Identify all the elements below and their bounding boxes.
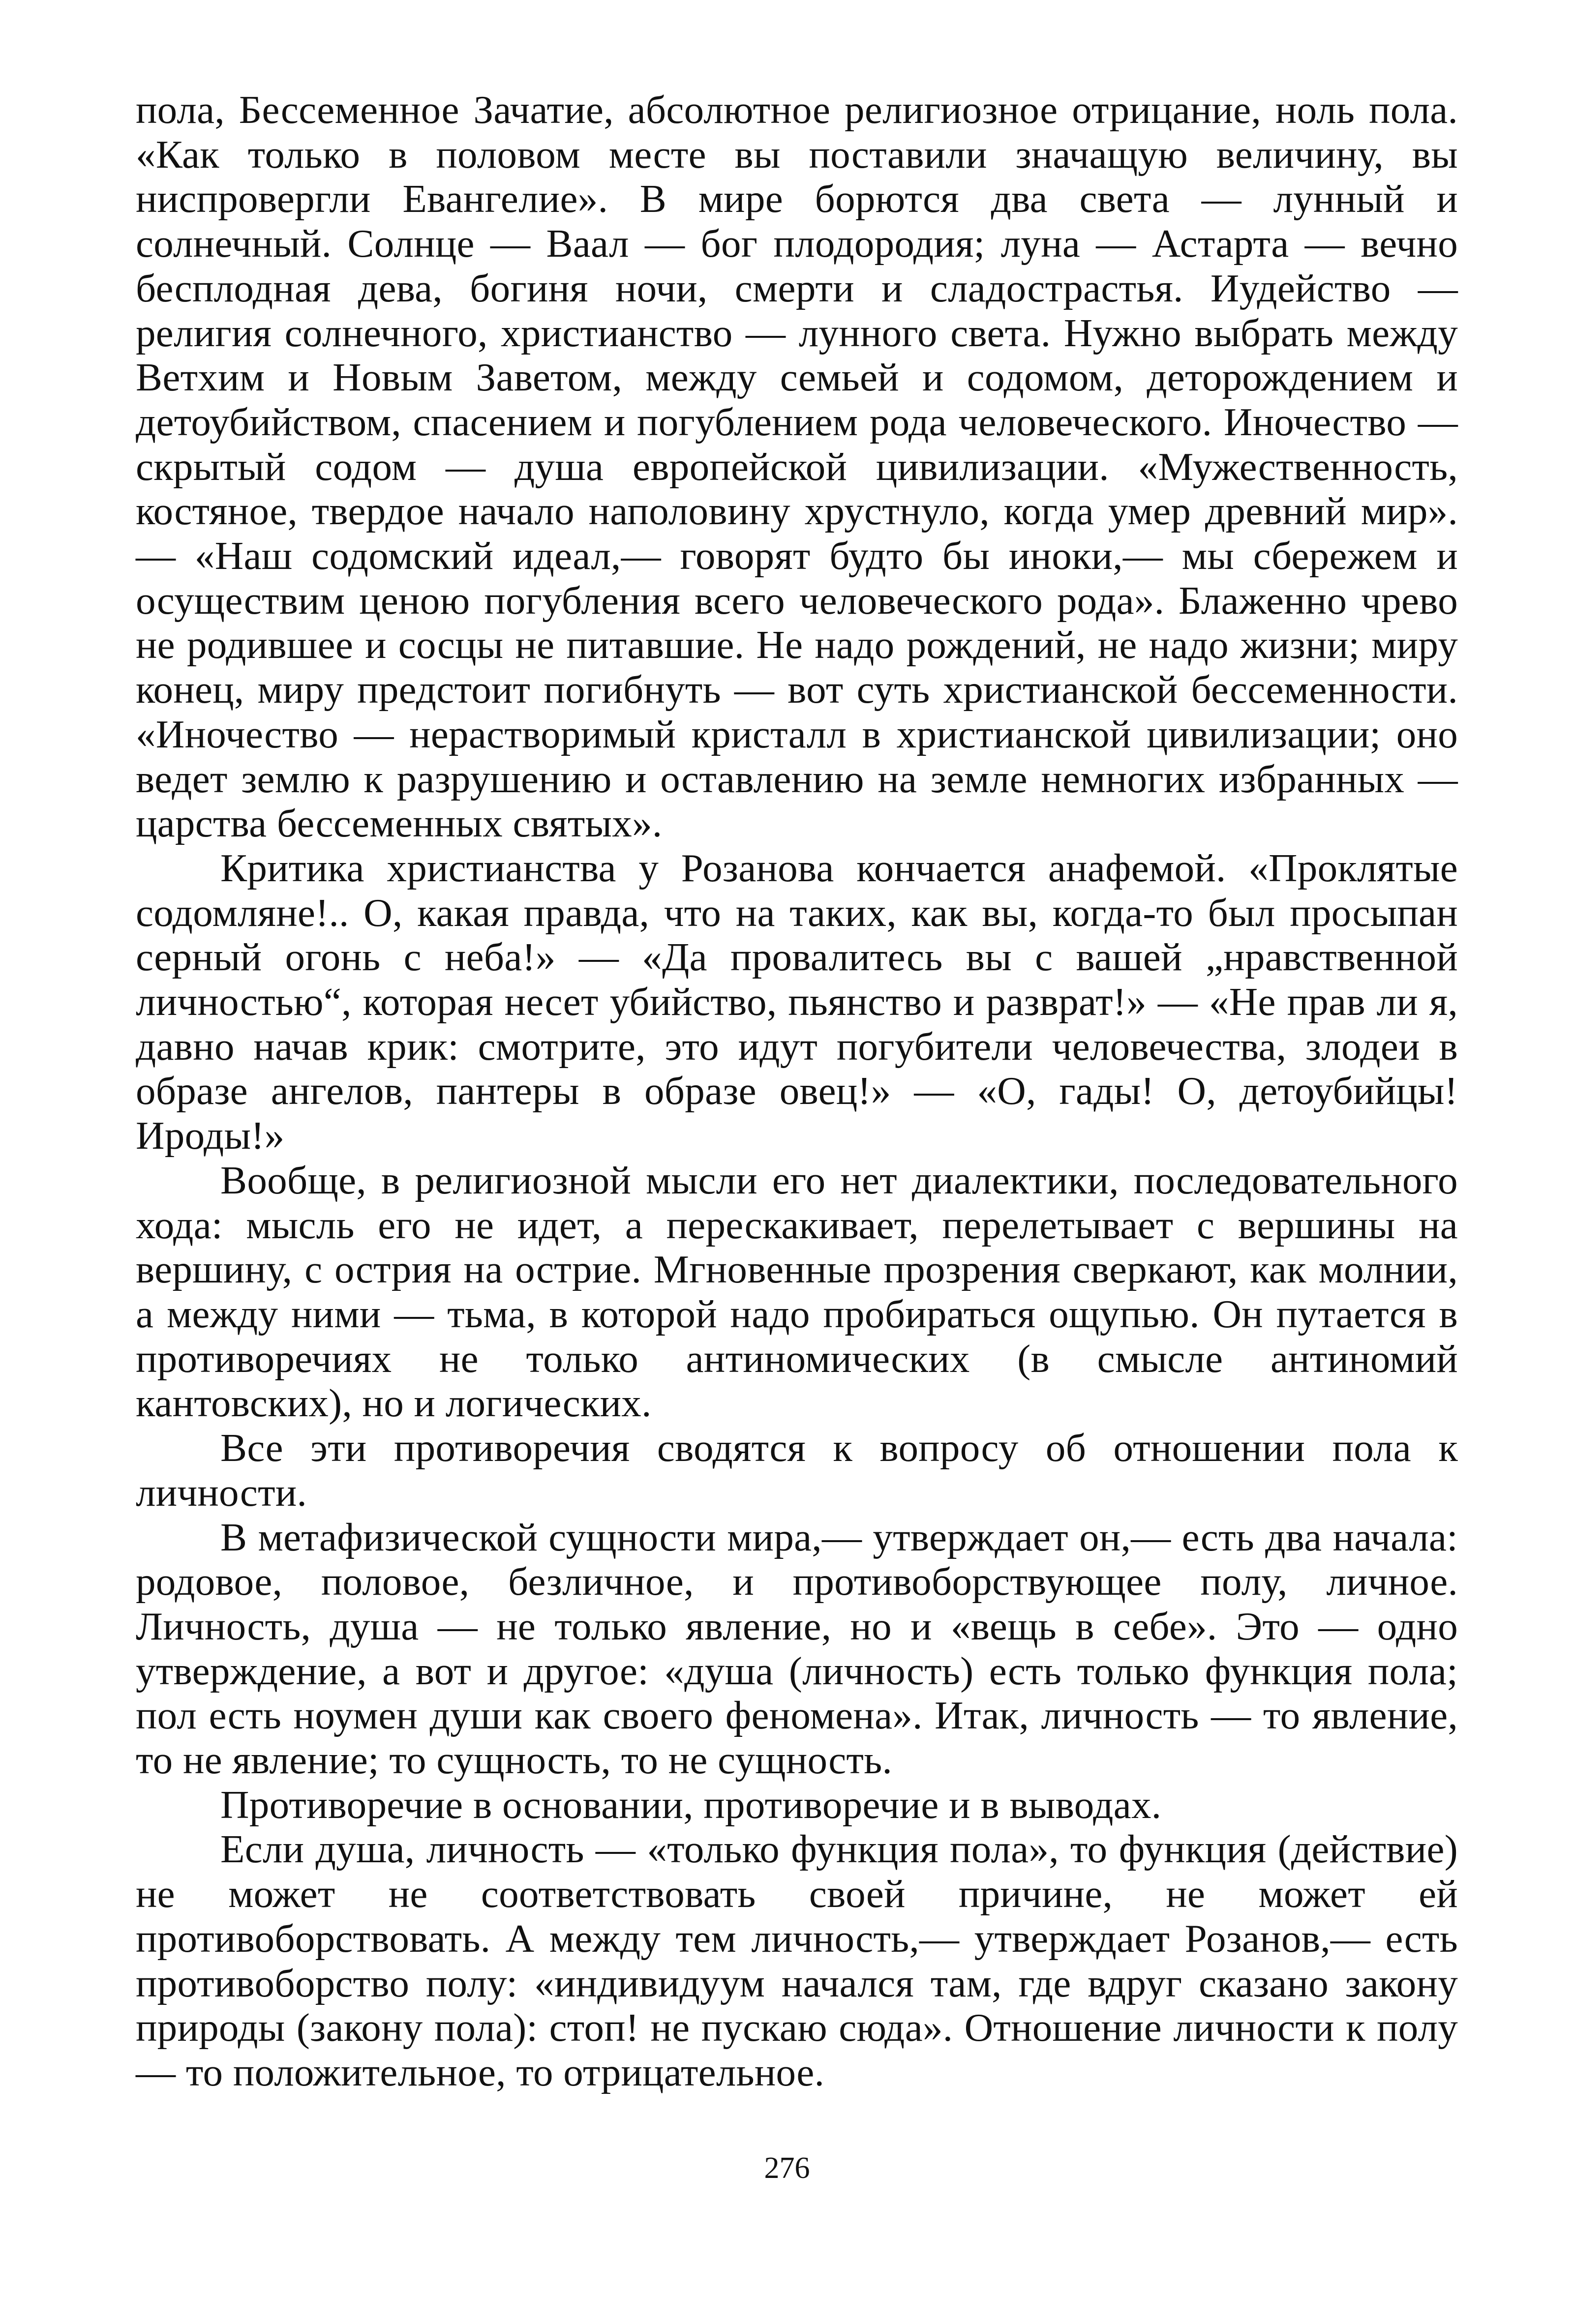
paragraph-metaphysics: В метафизической сущности мира,— утверждает он,— есть два начала: родовое, половое, безличное, и противоборствующее полу, личное. Личность, душа — не только явление, но и «вещь в себе». Это — одно утверждение, а вот и другое: «душа (личность) есть только функция пола; пол есть ноумен души как своего феномена». Итак, личность — то явление, то не явление; то сущность, то не сущность.: [136, 1515, 1458, 1783]
paragraph-conclusions: Противоречие в основании, противоречие и в выводах.: [220, 1782, 1162, 1827]
page-body: [136, 88, 1458, 2095]
page-number: 276: [764, 2151, 810, 2185]
paragraph-continuation: пола, Бессеменное Зачатие, абсолютное религиозное отрицание, ноль пола. «Как только в половом месте вы поставили значащую величину, вы ниспровергли Евангелие». В мире борются два света — лунный и солнечный. Солнце — Ваал — бог плодородия; луна — Астарта — вечно бесплодная дева, богиня ночи, смерти и сладострастья. Иудейство — религия солнечного, христианство — лунного света. Нужно выбрать между Ветхим и Новым Заветом, между семьей и содомом, деторождением и детоубийством, спасением и погублением рода человеческого. Иночество — скрытый содом — душа европейской цивилизации. «Мужественность, костяное, твердое начало наполовину хрустнуло, когда умер древний мир».— «Наш содомский идеал,— говорят будто бы иноки,— мы сбережем и осуществим ценою погубления всего человеческого рода». Блаженно чрево не родившее и сосцы не питавшие. Не надо рождений, не надо жизни; миру конец, миру предстоит погибнуть — вот суть христианской бессеменности. «Иночество — нерастворимый кристалл в христианской цивилизации; оно ведет землю к разрушению и оставлению на земле немногих избранных — царства бессеменных святых».: [136, 88, 1458, 846]
paragraph-function: Если душа, личность — «только функция пола», то функция (действие) не может не соответствовать своей причине, не может ей противоборствовать. А между тем личность,— утверждает Розанов,— есть противоборство полу: «индивидуум начался там, где вдруг сказано закону природы (закону пола): стоп! не пускаю сюда». Отношение личности к полу — то положительное, то отрицательное.: [136, 1827, 1458, 2094]
paragraph-critique: Критика христианства у Розанова кончается анафемой. «Проклятые содомляне!.. О, какая правда, что на таких, как вы, когда-то был просыпан серный огонь с неба!» — «Да провалитесь вы с вашей „нравственной личностью“, которая несет убийство, пьянство и разврат!» — «Не прав ли я, давно начав крик: смотрите, это идут погубители человечества, злодеи в образе ангелов, пантеры в образе овец!» — «О, гады! О, детоубийцы! Ироды!»: [136, 845, 1458, 1158]
paragraph-contradictions: Все эти противоречия сводятся к вопросу об отношении пола к личности.: [136, 1426, 1458, 1515]
paragraph-dialectics: Вообще, в религиозной мысли его нет диалектики, последовательного хода: мысль его не идет, а перескакивает, перелетывает с вершины на вершину, с острия на острие. Мгновенные прозрения сверкают, как молнии, а между ними — тьма, в которой надо пробираться ощупью. Он путается в противоречиях не только антиномических (в смысле антиномий кантовских), но и логических.: [136, 1158, 1458, 1426]
